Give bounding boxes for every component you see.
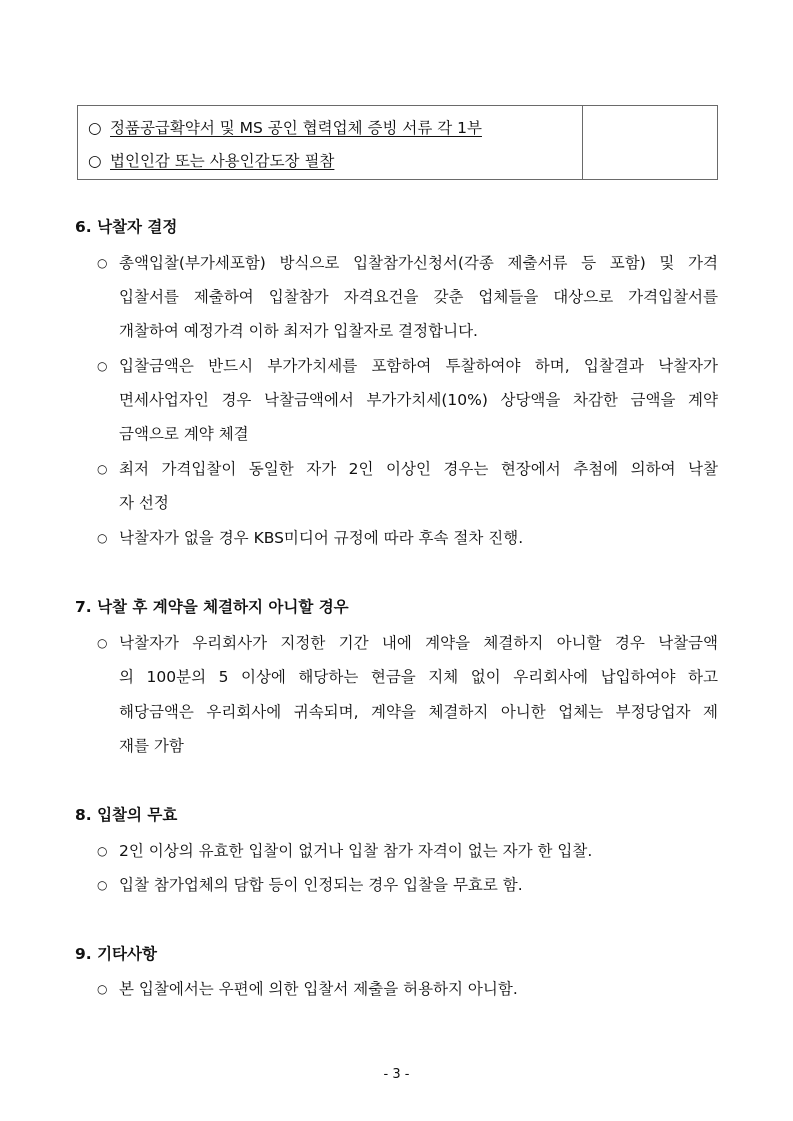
table-row xyxy=(88,118,482,138)
table-row xyxy=(88,151,334,171)
body-text-line: 자 선정 xyxy=(119,494,169,512)
circle-bullet-icon: ○ xyxy=(97,636,108,650)
body-text-line: 의 100분의 5 이상에 해당하는 현금을 지체 없이 우리회사에 납입하여야 하고 xyxy=(119,668,718,686)
section-heading-8: 8. 입찰의 무효 xyxy=(75,806,178,824)
circle-bullet-icon: ○ xyxy=(97,462,108,476)
body-text-line: 면세사업자인 경우 낙찰금액에서 부가가치세(10%) 상당액을 차감한 금액을 계약 xyxy=(119,391,718,409)
body-text-line: 재를 가함 xyxy=(119,737,184,755)
body-text-line: 최저 가격입찰이 동일한 자가 2인 이상인 경우는 현장에서 추첨에 의하여 낙찰 xyxy=(119,460,718,478)
body-text-line: 낙찰자가 우리회사가 지정한 기간 내에 계약을 체결하지 아니할 경우 낙찰금액 xyxy=(119,634,718,652)
circle-bullet-icon: ○ xyxy=(88,119,102,137)
circle-bullet-icon: ○ xyxy=(97,359,108,373)
body-text-line: 총액입찰(부가세포함) 방식으로 입찰참가신청서(각종 제출서류 등 포함) 및 가격 xyxy=(119,254,718,272)
circle-bullet-icon: ○ xyxy=(97,256,108,270)
body-text-line: 낙찰자가 없을 경우 KBS미디어 규정에 따라 후속 절차 진행. xyxy=(119,529,524,547)
body-text-line: 본 입찰에서는 우편에 의한 입찰서 제출을 허용하지 아니함. xyxy=(119,980,518,998)
body-text-line: 금액으로 계약 체결 xyxy=(119,425,249,443)
section-heading-6: 6. 낙찰자 결정 xyxy=(75,218,178,236)
body-text-line: 해당금액은 우리회사에 귀속되며, 계약을 체결하지 아니한 업체는 부정당업자 제 xyxy=(119,703,718,721)
requirements-table xyxy=(77,105,718,180)
body-text-line: 입찰 참가업체의 담합 등이 인정되는 경우 입찰을 무효로 함. xyxy=(119,876,523,894)
body-text-line: 입찰금액은 반드시 부가가치세를 포함하여 투찰하여야 하며, 입찰결과 낙찰자가 xyxy=(119,357,718,375)
section-heading-9: 9. 기타사항 xyxy=(75,945,157,963)
table-row-text: 정품공급확약서 및 MS 공인 협력업체 증빙 서류 각 1부 xyxy=(110,119,482,137)
circle-bullet-icon: ○ xyxy=(97,531,108,545)
page-number: - 3 - xyxy=(383,1067,410,1082)
circle-bullet-icon: ○ xyxy=(88,152,102,170)
table-row-text: 법인인감 또는 사용인감도장 필참 xyxy=(110,152,335,170)
section-heading-7: 7. 낙찰 후 계약을 체결하지 아니할 경우 xyxy=(75,598,349,616)
body-text-line: 2인 이상의 유효한 입찰이 없거나 입찰 참가 자격이 없는 자가 한 입찰. xyxy=(119,842,593,860)
circle-bullet-icon: ○ xyxy=(97,844,108,858)
body-text-line: 입찰서를 제출하여 입찰참가 자격요건을 갖춘 업체들을 대상으로 가격입찰서를 xyxy=(119,288,718,306)
table-column-divider xyxy=(582,106,583,179)
circle-bullet-icon: ○ xyxy=(97,878,108,892)
body-text-line: 개찰하여 예정가격 이하 최저가 입찰자로 결정합니다. xyxy=(119,322,478,340)
circle-bullet-icon: ○ xyxy=(97,982,108,996)
